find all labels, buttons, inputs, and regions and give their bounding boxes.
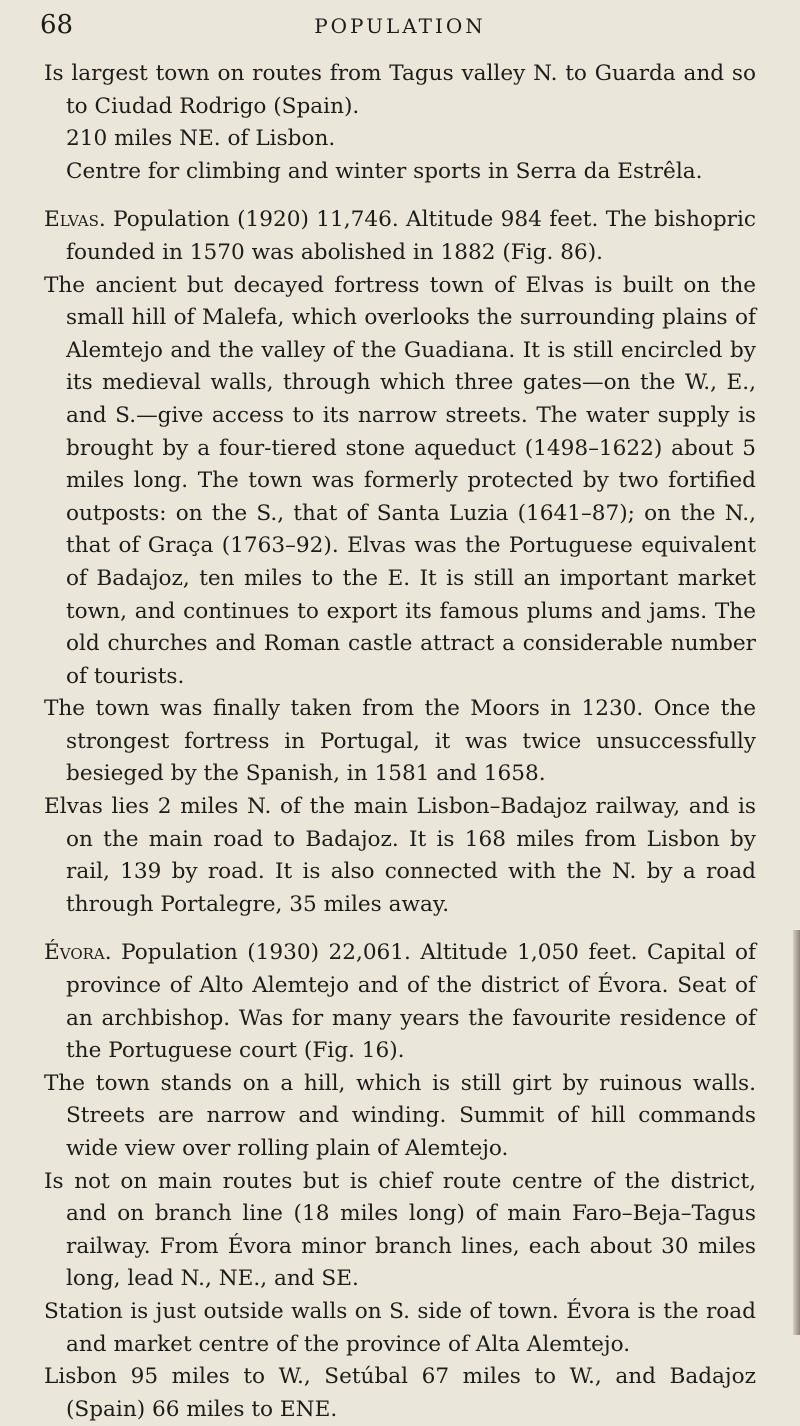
paragraph-text: The town was finally taken from the Moors in 1230. Once the strongest fortress in Portugal, it was twice unsuccessfully besieged by the Spanish, in 1581 and 1658. <box>44 696 756 787</box>
paragraph-text: Population (1920) 11,746. Altitude 984 feet. The bishopric founded in 1570 was abolished in 1882 (Fig. 86). <box>66 207 756 265</box>
paragraph-text: The ancient but decayed fortress town of Elvas is built on the small hill of Malefa, which overlooks the surrounding plains of Alemtejo and the valley of the Guadiana. It is still encircled by its medieval walls, through which three gates—on the W., E., and S.—give access to its narrow streets. The water supply is brought by a four-tiered stone aqueduct (1498–1622) about 5 miles long. The town was formerly protected by two fortified outposts: on the S., that of Santa Luzia (1641–87); on the N., that of Graça (1763–92). Elvas was the Portuguese equivalent of Badajoz, ten miles to the E. It is still an important market town, and continues to export its famous plums and jams. The old churches and Roman castle attract a considerable number of tourists. <box>44 272 756 689</box>
paragraph-text: Is not on main routes but is chief route centre of the district, and on branch line (18 miles long) of main Faro–Beja–Tagus railway. From Évora minor branch lines, each about 30 miles long, lead N., NE., and SE. <box>44 1168 756 1292</box>
entry-heading: Évora. <box>44 940 112 966</box>
entry-paragraph <box>44 937 756 1067</box>
paragraph-text: Population (1930) 22,061. Altitude 1,050 feet. Capital of province of Alto Alemtejo and of the district of Évora. Seat of an archbishop. Was for many years the favourite residence of the Portuguese court (Fig. 16). <box>66 940 756 1064</box>
paragraph-text: Station is just outside walls on S. side of town. Évora is the road and market centre of the province of Alta Alemtejo. <box>44 1298 756 1357</box>
paragraph <box>44 791 756 921</box>
paragraph <box>44 270 756 694</box>
paragraph-text: 210 miles NE. of Lisbon. <box>66 126 336 152</box>
paragraph-text: Centre for climbing and winter sports in Serra da Estrêla. <box>66 158 703 184</box>
running-title: POPULATION <box>314 14 486 38</box>
entry-paragraph <box>44 204 756 269</box>
paragraph <box>44 1361 756 1426</box>
paragraph-text: Is largest town on routes from Tagus valley N. to Guarda and so to Ciudad Rodrigo (Spain). <box>44 61 756 119</box>
paragraph-text: The town stands on a hill, which is still girt by ruinous walls. Streets are narrow and winding. Summit of hill commands wide view over rolling plain of Alemtejo. <box>44 1070 756 1161</box>
paragraph-text: Lisbon 95 miles to W., Setúbal 67 miles to W., and Badajoz (Spain) 66 miles to ENE. <box>44 1364 756 1422</box>
paragraph-text: Elvas lies 2 miles N. of the main Lisbon–Badajoz railway, and is on the main road to Badajoz. It is 168 miles from Lisbon by rail, 139 by road. It is also connected with the N. by a road through Portalegre, 35 miles away. <box>44 794 756 917</box>
paragraph <box>44 58 756 123</box>
paragraph <box>44 1166 756 1296</box>
paragraph <box>44 156 756 189</box>
page-edge-shadow <box>793 930 800 1335</box>
entry-heading: Elvas. <box>44 207 106 233</box>
paragraph <box>44 693 756 791</box>
page-number: 68 <box>40 10 74 40</box>
page-body <box>44 58 756 1426</box>
paragraph <box>44 123 756 156</box>
paragraph <box>44 1296 756 1361</box>
running-head <box>40 4 760 44</box>
paragraph <box>44 1068 756 1166</box>
